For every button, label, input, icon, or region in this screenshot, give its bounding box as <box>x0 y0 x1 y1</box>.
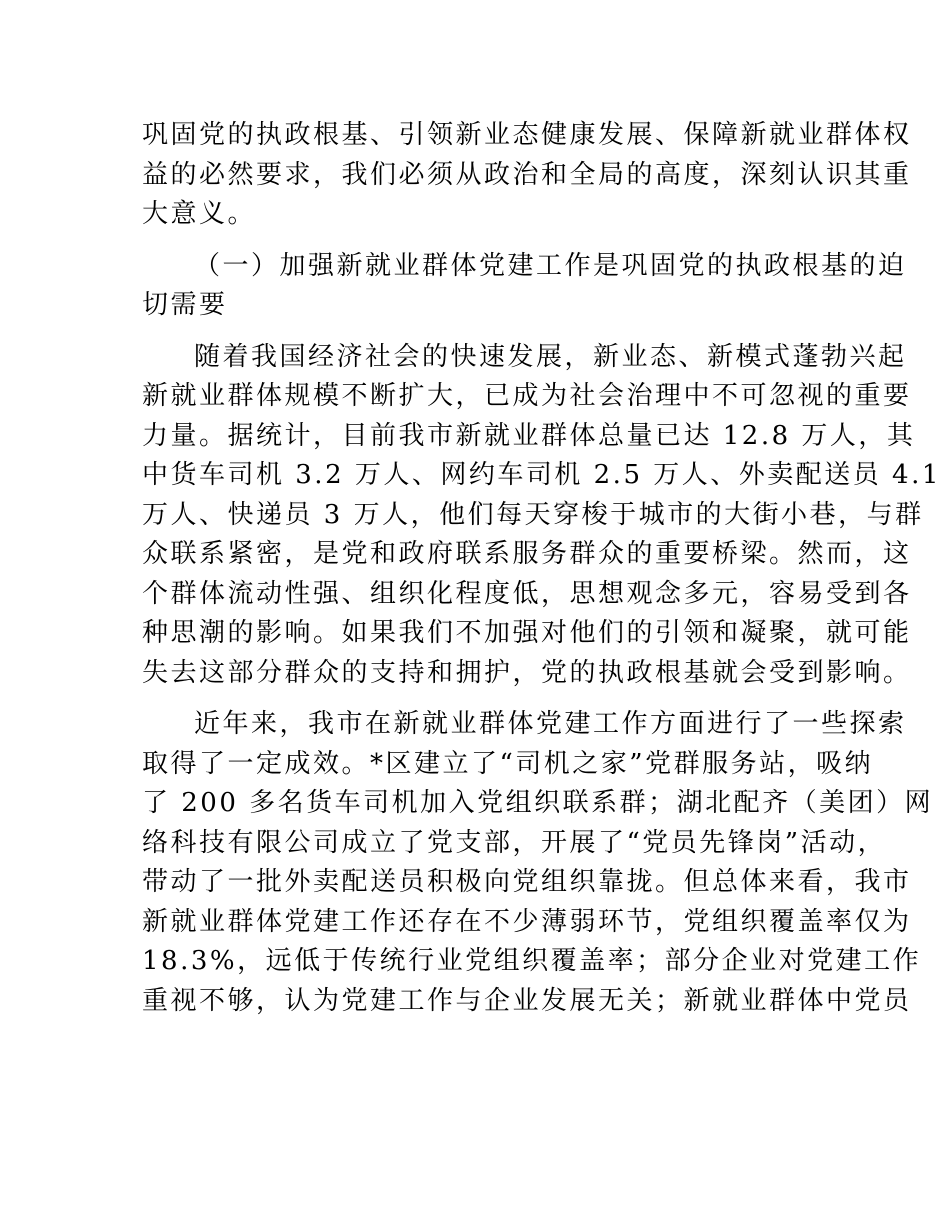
text-line: 新就业群体党建工作还存在不少薄弱环节，党组织覆盖率仅为 <box>142 906 912 937</box>
text-line: （一）加强新就业群体党建工作是巩固党的执政根基的迫 <box>194 250 907 281</box>
text-line: 切需要 <box>142 290 228 320</box>
text-line: 万人、快递员 3 万人，他们每天穿梭于城市的大街小巷，与群 <box>142 499 924 530</box>
text-line: 种思潮的影响。如果我们不加强对他们的引领和凝聚，就可能 <box>142 618 912 648</box>
text-line: 新就业群体规模不断扩大，已成为社会治理中不可忽视的重要 <box>142 381 912 411</box>
text-line: 中货车司机 3.2 万人、网约车司机 2.5 万人、外卖配送员 4.1 <box>142 460 941 490</box>
text-line: 了 200 多名货车司机加入党组织联系群；湖北配齐（美团）网 <box>142 788 934 818</box>
section-heading <box>142 247 907 326</box>
paragraph-continuation <box>142 116 912 235</box>
text-line: 个群体流动性强、组织化程度低，思想观念多元，容易受到各 <box>142 578 912 609</box>
text-line: 络科技有限公司成立了党支部，开展了“党员先锋岗”活动， <box>142 827 887 858</box>
paragraph-background <box>142 338 941 694</box>
text-line: 大意义。 <box>142 199 257 229</box>
text-line: 18.3%，远低于传统行业党组织覆盖率；部分企业对党建工作 <box>142 946 922 976</box>
document-body <box>142 116 941 1021</box>
text-line: 带动了一批外卖配送员积极向党组织靠拢。但总体来看，我市 <box>142 867 912 897</box>
text-line: 益的必然要求，我们必须从政治和全局的高度，深刻认识其重 <box>142 159 912 190</box>
text-line: 近年来，我市在新就业群体党建工作方面进行了一些探索 <box>194 709 907 739</box>
text-line: 众联系紧密，是党和政府联系服务群众的重要桥梁。然而，这 <box>142 539 912 569</box>
text-line: 巩固党的执政根基、引领新业态健康发展、保障新就业群体权 <box>142 120 912 150</box>
text-line: 随着我国经济社会的快速发展，新业态、新模式蓬勃兴起 <box>194 341 907 372</box>
text-line: 失去这部分群众的支持和拥护，党的执政根基就会受到影响。 <box>142 657 912 688</box>
text-line: 取得了一定成效。*区建立了“司机之家”党群服务站，吸纳 <box>142 748 874 779</box>
text-line: 重视不够，认为党建工作与企业发展无关；新就业群体中党员 <box>142 985 912 1016</box>
text-line: 力量。据统计，目前我市新就业群体总量已达 12.8 万人，其 <box>142 420 916 451</box>
paragraph-progress <box>142 705 934 1021</box>
